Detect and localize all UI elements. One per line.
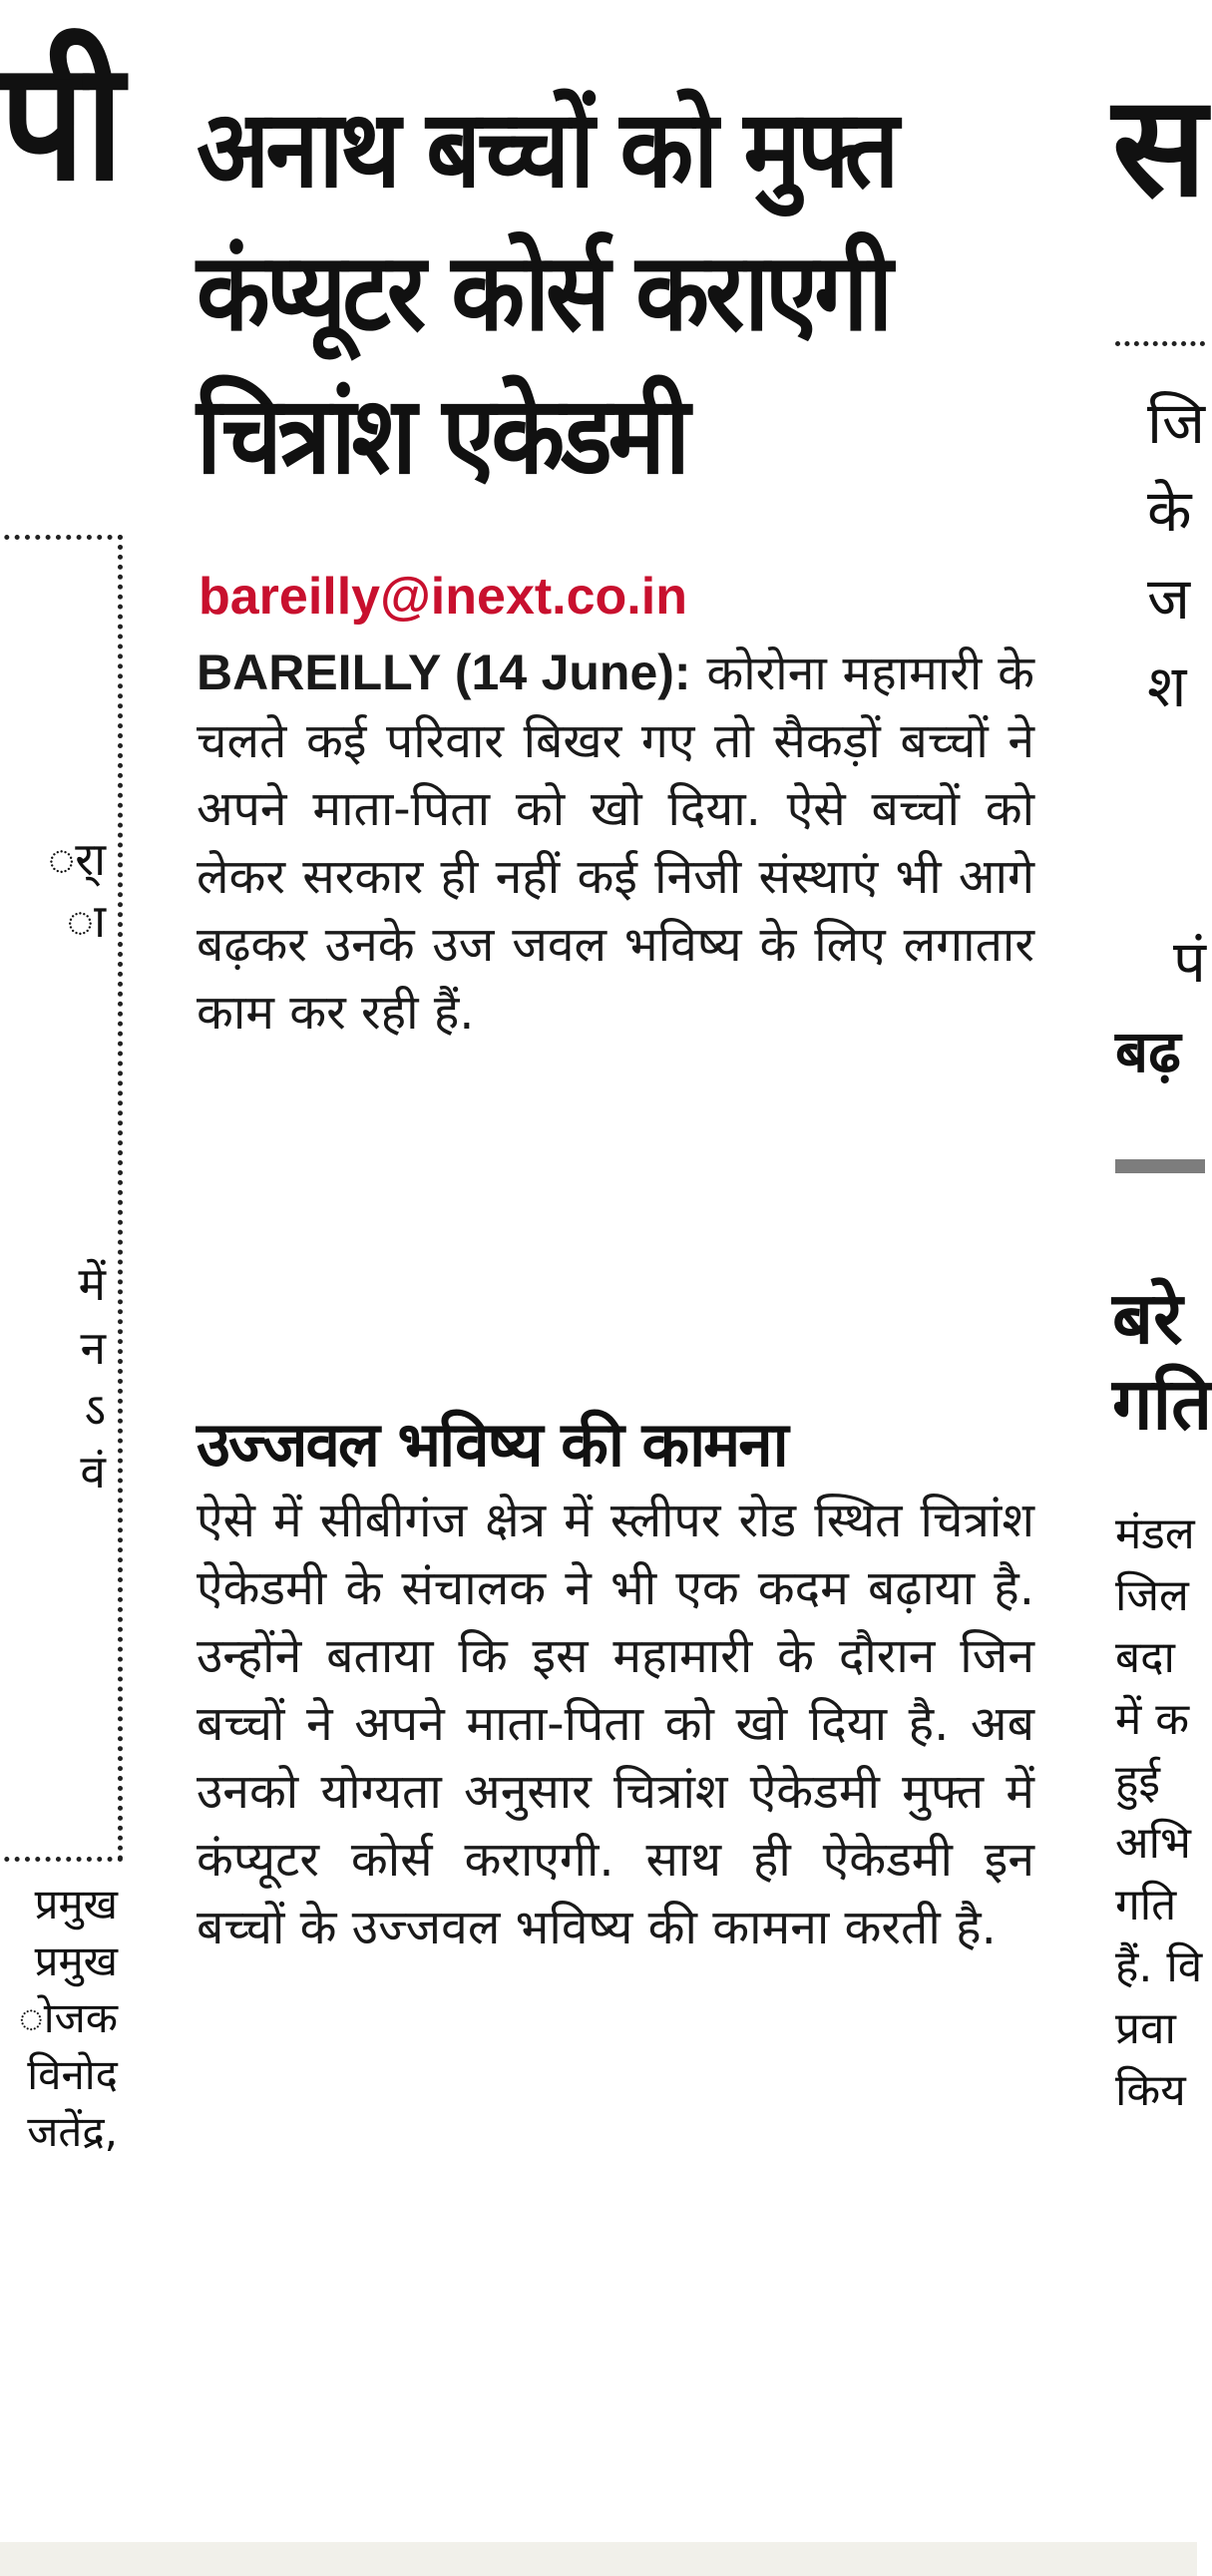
right-small-line: जिल xyxy=(1115,1570,1189,1621)
right-fragment: के xyxy=(1147,477,1192,545)
right-subhead-line: बरे xyxy=(1112,1276,1183,1360)
right-small-line: बदा xyxy=(1115,1632,1175,1683)
right-fragment: पं xyxy=(1173,928,1206,996)
subheading: उज्जवल भविष्य की कामना xyxy=(197,1408,787,1481)
left-box-fragment: ा xyxy=(66,894,106,948)
right-small-line: अभि xyxy=(1115,1818,1191,1869)
right-fragment: जि xyxy=(1147,389,1206,457)
right-subhead-line: गति xyxy=(1112,1362,1212,1446)
left-list-item: प्रमुख xyxy=(34,1880,118,1929)
right-grey-rule xyxy=(1115,1159,1205,1173)
right-dotted-rule xyxy=(1115,341,1205,346)
right-fragment: बढ़ xyxy=(1115,1018,1181,1085)
left-dotted-box xyxy=(0,535,123,1862)
left-box-fragment: ऽ xyxy=(84,1383,106,1437)
headline-line: अनाथ बच्चों को मुफ्त xyxy=(197,86,896,213)
left-list-item: विनोद xyxy=(27,2050,118,2099)
left-box-fragment: न xyxy=(80,1321,106,1375)
left-list-item: ोजक xyxy=(18,1993,118,2042)
paragraph-2: ऐसे में सीबीगंज क्षेत्र में स्लीपर रोड स्थित चित्रांश ऐकेडमी के संचालक ने भी एक कदम बढ़ाया है. उन्होंने बताया कि इस महामारी के दौरान जिन बच्चों ने अपने माता-पिता को खो दिया है. अब उनको योग्यता अनुसार चित्रांश ऐकेडमी मुफ्त में कंप्यूटर कोर्स कराएगी. साथ ही ऐकेडमी इन बच्चों के उज्जवल भविष्य की कामना करती है. xyxy=(197,1493,1034,1955)
right-headline-fragment: स xyxy=(1112,66,1207,228)
right-small-line: किय xyxy=(1115,2065,1186,2116)
right-small-line: हैं. वि xyxy=(1115,1941,1203,1992)
left-box-fragment: वं xyxy=(80,1445,106,1499)
right-small-line: गति xyxy=(1115,1880,1177,1931)
headline-line: चित्रांश एकेडमी xyxy=(197,372,686,499)
left-box-fragment: में xyxy=(78,1257,106,1311)
left-list-item: प्रमुख xyxy=(34,1936,118,1985)
headline-line: कंप्यूटर कोर्स कराएगी xyxy=(197,229,890,355)
author-email[interactable]: bareilly@inext.co.in xyxy=(199,568,687,626)
paragraph-1-text: कोरोना महामारी के चलते कई परिवार बिखर गए तो सैकड़ों बच्चों ने अपने माता-पिता को खो दिया. ऐसे बच्चों को लेकर सरकार ही नहीं कई निजी संस्थाएं भी आगे बढ़कर उनके उज जवल भविष्य के लिए लगातार काम कर रही हैं. xyxy=(197,645,1034,1041)
paragraph-1 xyxy=(197,639,1034,1047)
article-headline xyxy=(197,78,1054,507)
left-box-fragment: र्ा xyxy=(47,832,106,886)
dateline: BAREILLY (14 June): xyxy=(197,644,691,700)
right-small-line: प्रवा xyxy=(1115,2003,1176,2054)
left-list-item: जतेंद्र, xyxy=(27,2107,118,2156)
left-headline-fragment: पी xyxy=(0,26,119,218)
right-small-line: हुई xyxy=(1115,1756,1160,1807)
right-fragment: श xyxy=(1147,652,1187,720)
left-list xyxy=(0,1876,118,2160)
right-small-line: मंडल xyxy=(1115,1508,1195,1559)
right-fragment: ज xyxy=(1147,565,1191,633)
right-small-line: में क xyxy=(1115,1694,1190,1745)
bottom-band xyxy=(0,2542,1197,2576)
